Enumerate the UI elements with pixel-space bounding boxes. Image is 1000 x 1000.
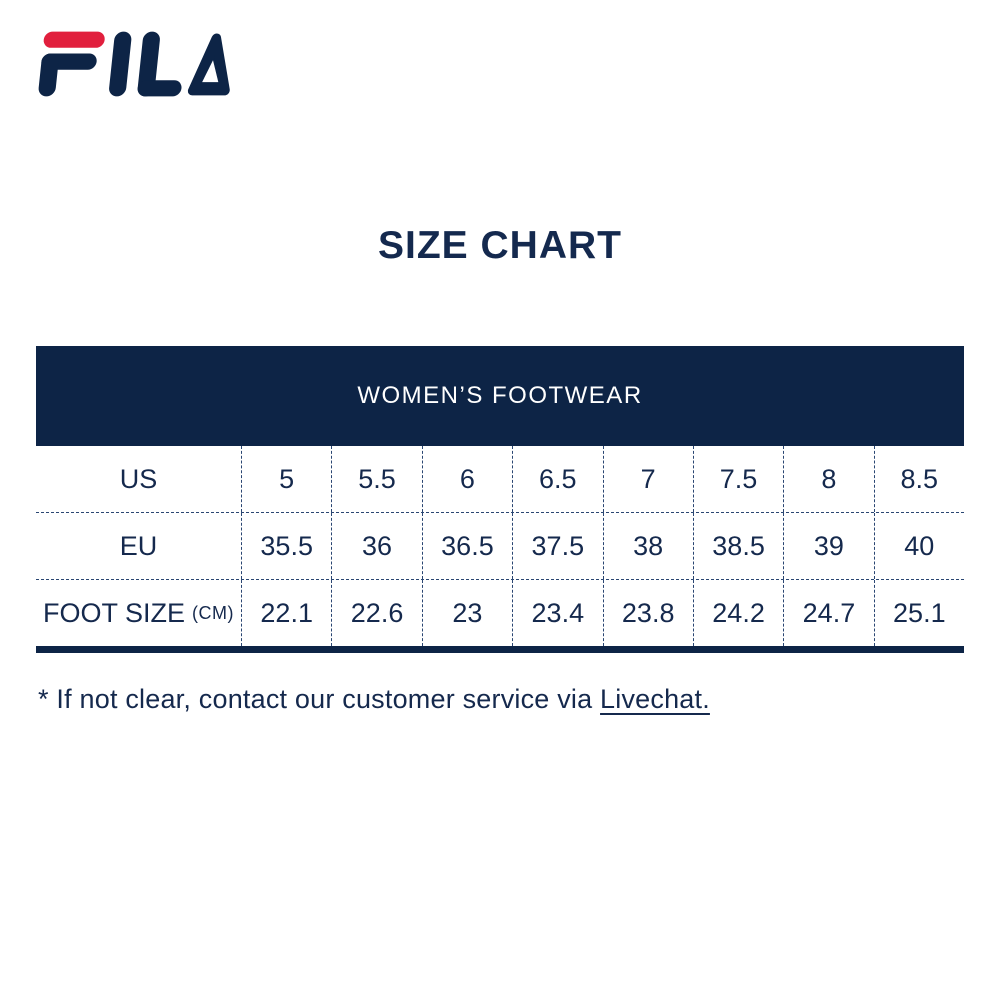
size-value-cell: 37.5	[512, 513, 602, 579]
size-value-cell: 24.7	[783, 580, 873, 646]
size-value-cell: 22.1	[241, 580, 331, 646]
row-label: EU	[119, 530, 158, 561]
row-label: FOOT SIZE	[43, 597, 186, 628]
size-value-cell: 7.5	[693, 446, 783, 512]
size-value-cell: 23.8	[603, 580, 693, 646]
size-value-cell: 40	[874, 513, 964, 579]
fila-f-stem	[38, 54, 60, 97]
table-row	[36, 579, 964, 646]
size-value-cell: 23	[422, 580, 512, 646]
row-label-cell	[36, 580, 241, 646]
size-value-cell: 5	[241, 446, 331, 512]
size-value-cell: 35.5	[241, 513, 331, 579]
size-value-cell: 36.5	[422, 513, 512, 579]
size-value-cell: 6	[422, 446, 512, 512]
page-title: SIZE CHART	[378, 224, 622, 267]
fila-wordmark-icon	[36, 30, 236, 98]
row-label-cell	[36, 513, 241, 579]
table-row	[36, 512, 964, 579]
row-label: US	[119, 463, 158, 494]
row-label-cell	[36, 446, 241, 512]
size-value-cell: 6.5	[512, 446, 602, 512]
table-body	[36, 446, 964, 653]
fila-logo	[36, 30, 236, 103]
size-value-cell: 39	[783, 513, 873, 579]
size-value-cell: 38.5	[693, 513, 783, 579]
size-value-cell: 8.5	[874, 446, 964, 512]
size-value-cell: 23.4	[512, 580, 602, 646]
footnote	[38, 684, 710, 715]
fila-l-foot	[137, 80, 183, 96]
size-value-cell: 36	[331, 513, 421, 579]
table-header	[36, 346, 964, 446]
size-value-cell: 22.6	[331, 580, 421, 646]
size-value-cell: 25.1	[874, 580, 964, 646]
size-value-cell: 38	[603, 513, 693, 579]
row-unit: (CM)	[192, 602, 234, 623]
size-value-cell: 5.5	[331, 446, 421, 512]
fila-f-red-bar	[43, 32, 106, 48]
size-chart-table	[36, 346, 964, 653]
table-header-label: WOMEN’S FOOTWEAR	[357, 382, 643, 409]
footnote-text: * If not clear, contact our customer service via	[38, 684, 601, 714]
size-value-cell: 7	[603, 446, 693, 512]
size-value-cell: 24.2	[693, 580, 783, 646]
size-value-cell: 8	[783, 446, 873, 512]
table-row	[36, 446, 964, 512]
fila-i	[108, 32, 132, 97]
livechat-link[interactable]: Livechat.	[600, 684, 710, 714]
